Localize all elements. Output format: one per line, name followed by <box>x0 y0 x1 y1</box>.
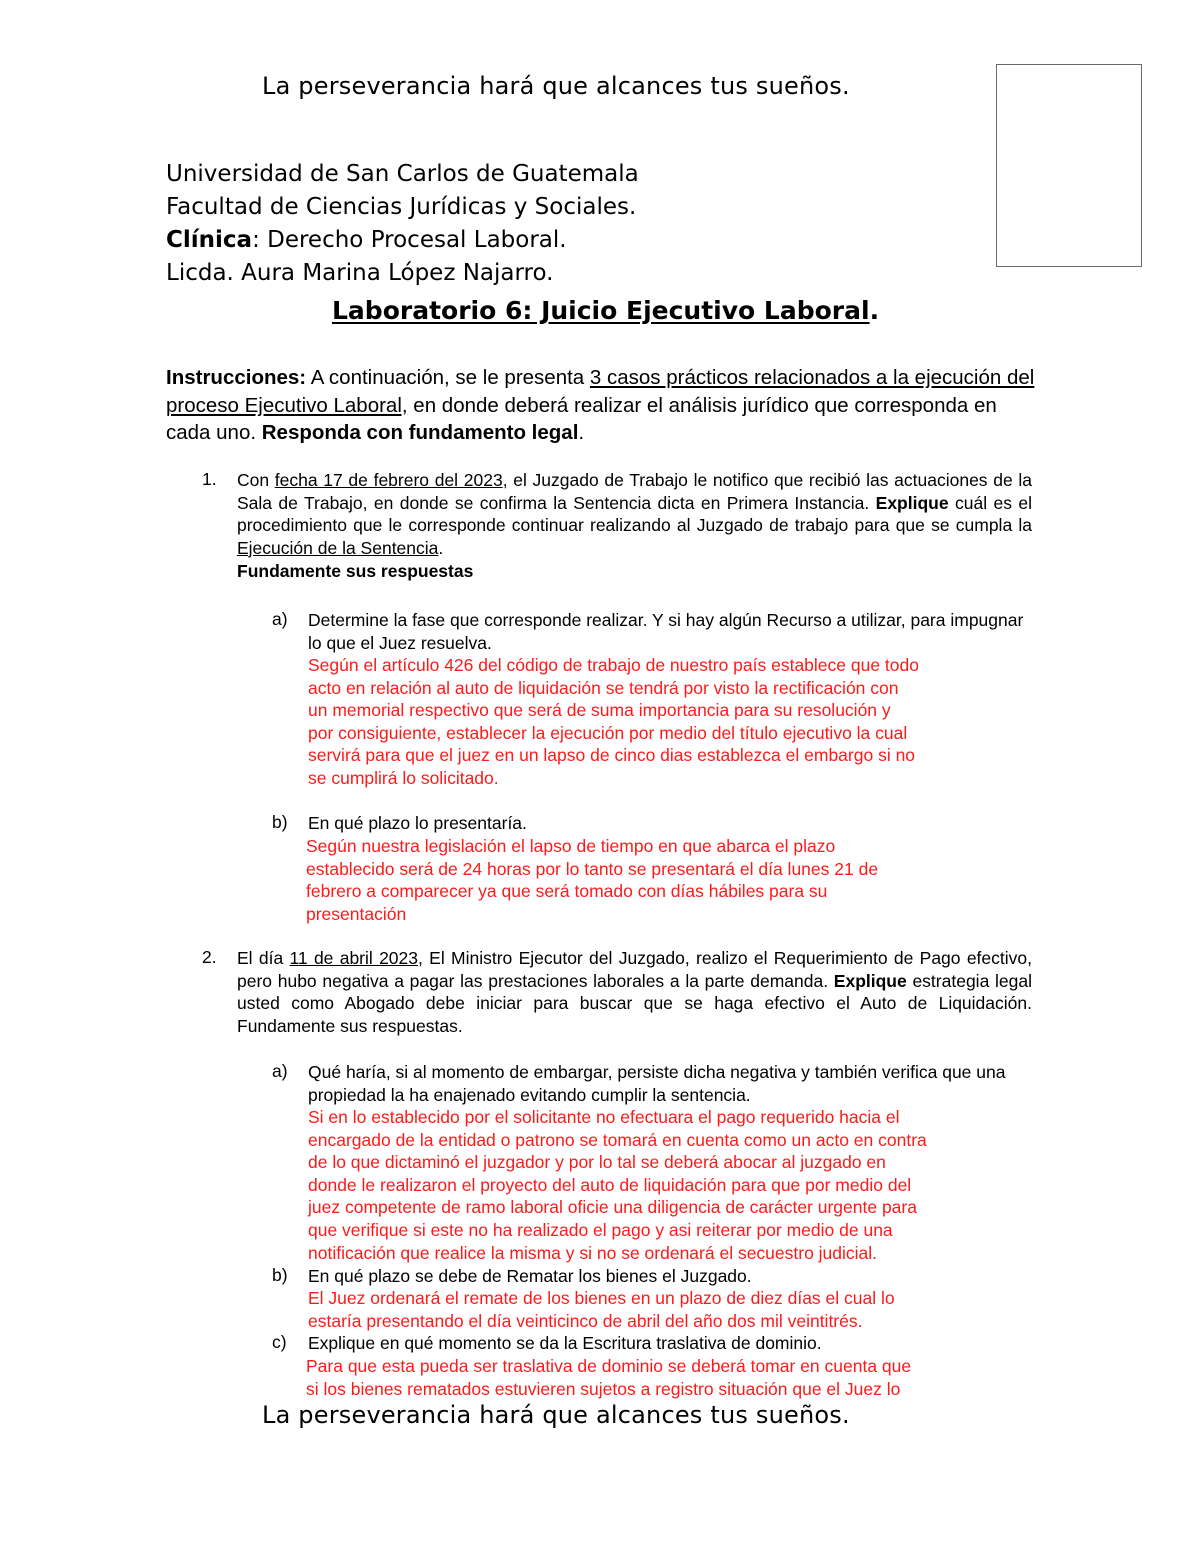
answer-line: juez competente de ramo laboral oficie una diligencia de carácter urgente para <box>308 1197 917 1218</box>
instructions-emphasis: Responda con fundamento legal <box>261 421 579 444</box>
answer-line: que verifique si este no ha realizado el pago y asi reiterar por medio de una <box>308 1219 893 1240</box>
case-2-b-question: En qué plazo se debe de Rematar los bienes el Juzgado. <box>308 1266 752 1286</box>
lab-title-text: Laboratorio 6: Juicio Ejecutivo Laboral <box>332 296 870 325</box>
case-2-a-question: Qué haría, si al momento de embargar, persiste dicha negativa y también verifica que una propiedad la ha enajenado evitando cumplir la sentencia. <box>308 1062 1006 1105</box>
motto-footer: La perseverancia hará que alcances tus sueños. <box>262 1401 850 1429</box>
case-1-a-letter: a) <box>272 609 288 629</box>
clinic-value: : Derecho Procesal Laboral. <box>252 227 567 253</box>
lab-title <box>332 296 879 325</box>
answer-line: donde le realizaron el proyecto del auto de liquidación para que por medio del <box>308 1174 912 1195</box>
case-1-text-2: , el Juzgado de Trabajo le notifico que recibió las actuaciones de la Sala de Trabajo, en donde se confirma la Sentencia dicta en Primera Instancia. <box>237 470 1033 513</box>
answer-line: se cumplirá lo solicitado. <box>308 767 499 788</box>
instructions-label: Instrucciones: <box>166 366 307 389</box>
case-1-text: Con <box>237 470 275 490</box>
instructions-underlined: 3 casos prácticos relacionados a la ejecución del proceso Ejecutivo Laboral, <box>166 366 1035 417</box>
answer-line: por consiguiente, establecer la ejecución por medio del título ejecutivo la cual <box>308 722 908 743</box>
university-name: Universidad de San Carlos de Guatemala <box>166 161 639 187</box>
answer-line: notificación que realice la misma y si no se ordenará el secuestro judicial. <box>308 1242 878 1263</box>
case-2-c-letter: c) <box>272 1332 287 1352</box>
case-2-date: 11 de abril 2023 <box>289 948 418 968</box>
answer-line: servirá para que el juez en un lapso de cinco dias establezca el embargo si no <box>308 745 916 766</box>
case-2-b-answer <box>308 1287 895 1332</box>
answer-line: Para que esta pueda ser traslativa de dominio se deberá tomar en cuenta que <box>306 1356 912 1376</box>
case-1-text-3: cuál es el procedimiento que le corresponde continuar realizando al Juzgado de trabajo para que se cumpla la <box>237 492 1032 536</box>
case-1-date: fecha 17 de febrero del 2023 <box>274 470 503 490</box>
instructions-text: A continuación, se le presenta <box>306 366 590 389</box>
case-2-explique: Explique <box>833 970 907 991</box>
instructions-text-2: en donde deberá realizar el análisis jurídico que corresponda en cada uno. <box>166 393 997 444</box>
case-2-c-question: Explique en qué momento se da la Escritura traslativa de dominio. <box>308 1333 822 1353</box>
answer-line: Según nuestra legislación el lapso de tiempo en que abarca el plazo <box>306 836 836 856</box>
case-1-ejecucion: Ejecución de la Sentencia <box>237 537 439 558</box>
answer-line: El Juez ordenará el remate de los bienes en un plazo de diez días el cual lo <box>308 1288 895 1308</box>
case-2-statement <box>237 947 1032 1037</box>
answer-line: acto en relación al auto de liquidación se tendrá por visto la rectificación con <box>308 677 899 698</box>
clinic-label: Clínica <box>166 227 253 253</box>
answer-line: encargado de la entidad o patrono se tomará en cuenta como un acto en contra <box>308 1129 927 1150</box>
instructions-paragraph <box>166 364 1046 447</box>
answer-line: febrero a comparecer ya que será tomado con días hábiles para su <box>306 881 828 902</box>
faculty-name: Facultad de Ciencias Jurídicas y Sociales. <box>166 194 637 220</box>
case-1-b-question: En qué plazo lo presentaría. <box>308 813 527 833</box>
case-1-statement <box>237 469 1032 559</box>
answer-line: presentación <box>306 903 407 924</box>
case-1-explique: Explique <box>875 492 949 513</box>
answer-line: Si en lo establecido por el solicitante no efectuara el pago requerido hacia el <box>308 1107 900 1127</box>
case-1-fundamente: Fundamente sus respuestas <box>237 561 474 581</box>
case-2-a-answer <box>308 1106 927 1264</box>
case-1-b-letter: b) <box>272 812 288 832</box>
case-2-a-letter: a) <box>272 1061 288 1081</box>
case-2-b-letter: b) <box>272 1265 288 1285</box>
case-2-text: El día <box>237 948 290 968</box>
case-1-a-question: Determine la fase que corresponde realizar. Y si hay algún Recurso a utilizar, para impugnar lo que el Juez resuelva. <box>308 610 1024 653</box>
motto-header: La perseverancia hará que alcances tus sueños. <box>262 72 850 100</box>
case-1-b-answer <box>306 835 878 925</box>
case-1-a-answer <box>308 654 919 790</box>
answer-line: establecido será de 24 horas por lo tanto se presentará el día lunes 21 de <box>306 858 879 879</box>
case-2-number: 2. <box>202 947 217 967</box>
teacher-name: Licda. Aura Marina López Najarro. <box>166 260 554 286</box>
answer-line: de lo que dictaminó el juzgador y por lo tal se deberá abocar al juzgado en <box>308 1152 886 1173</box>
lab-title-period: . <box>869 296 880 325</box>
answer-line: Según el artículo 426 del código de trabajo de nuestro país establece que todo <box>308 655 919 675</box>
answer-line: estaría presentando el día veinticinco de abril del año dos mil veintitrés. <box>308 1310 863 1331</box>
case-1-text-4: . <box>438 537 444 558</box>
answer-line: si los bienes rematados estuvieren sujetos a registro situación que el Juez lo <box>306 1378 901 1399</box>
photo-placeholder <box>996 64 1142 267</box>
case-1-number: 1. <box>202 469 217 489</box>
case-2-text-2: , El Ministro Ejecutor del Juzgado, realizo el Requerimiento de Pago efectivo, pero hubo negativa a pagar las prestaciones laborales a la parte demanda. <box>237 948 1032 991</box>
answer-line: un memorial respectivo que será de suma importancia para su resolución y <box>308 700 891 721</box>
clinic-line <box>166 227 567 253</box>
case-2-c-answer <box>306 1355 911 1400</box>
case-2-text-3: estrategia legal usted como Abogado debe iniciar para buscar que se haga efectivo el Auto de Liquidación. Fundamente sus respuestas. <box>237 970 1032 1036</box>
instructions-period: . <box>578 421 585 444</box>
